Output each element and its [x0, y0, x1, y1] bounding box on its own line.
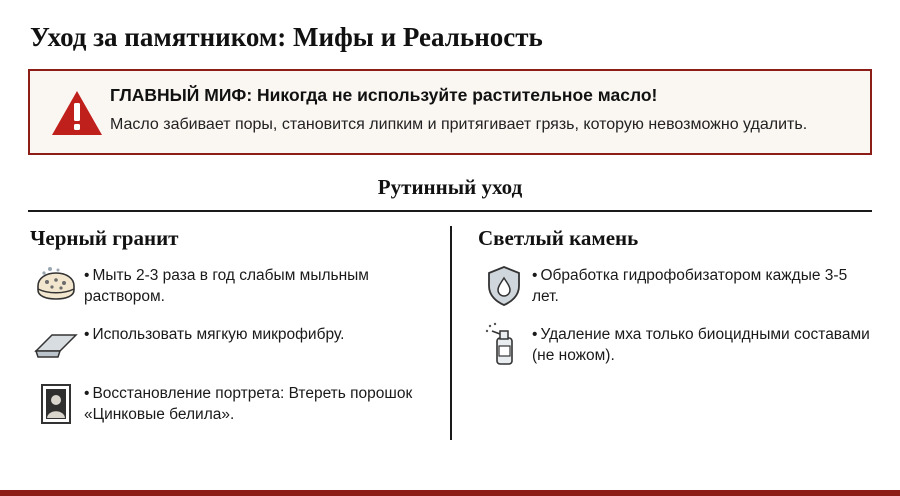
spray-bottle-icon [476, 322, 532, 368]
myth-text-block [108, 85, 854, 137]
portrait-photo-icon [28, 381, 84, 427]
list-item [28, 381, 428, 427]
bullet: • [532, 267, 538, 285]
list-item [28, 322, 428, 368]
list-item-text [532, 322, 872, 367]
section-divider [28, 210, 872, 212]
care-columns [28, 226, 872, 440]
list-item-text [84, 263, 428, 308]
myth-headline-rest: Никогда не используйте растительное масло! [252, 85, 658, 106]
warning-triangle-icon [46, 85, 108, 137]
microfiber-cloth-icon [28, 322, 84, 368]
page-title: Уход за памятником: Мифы и Реальность [30, 22, 543, 52]
section-title: Рутинный уход [377, 175, 523, 200]
myth-body-text: Масло забивает поры, становится липким и притягивает грязь, которую невозможно удалить. [110, 115, 808, 133]
main-myth-callout [28, 69, 872, 155]
bullet: • [532, 326, 538, 344]
bullet: • [84, 385, 90, 403]
item-label: Восстановление портрета: Втереть порошок «Цинковые белила». [84, 385, 413, 424]
list-item [28, 263, 428, 309]
item-label: Использовать мягкую микрофибру. [92, 326, 345, 344]
myth-headline [110, 85, 854, 107]
column-black-granite [28, 226, 450, 440]
list-item [476, 263, 872, 309]
sponge-icon [28, 263, 84, 309]
column-light-stone [450, 226, 872, 440]
list-item-text [84, 322, 428, 345]
myth-label: ГЛАВНЫЙ МИФ: [110, 85, 253, 106]
bullet: • [84, 267, 90, 285]
column-title: Светлый камень [478, 226, 639, 251]
water-shield-icon [476, 263, 532, 309]
item-label: Обработка гидрофобизатором каждые 3-5 лет. [532, 267, 848, 306]
list-item-text [532, 263, 872, 308]
column-title: Черный гранит [30, 226, 179, 251]
item-label: Удаление мха только биоцидными составами (не ножом). [532, 326, 870, 365]
list-item-text [84, 381, 428, 426]
bullet: • [84, 326, 90, 344]
list-item [476, 322, 872, 368]
item-label: Мыть 2-3 раза в год слабым мыльным раствором. [84, 267, 369, 306]
